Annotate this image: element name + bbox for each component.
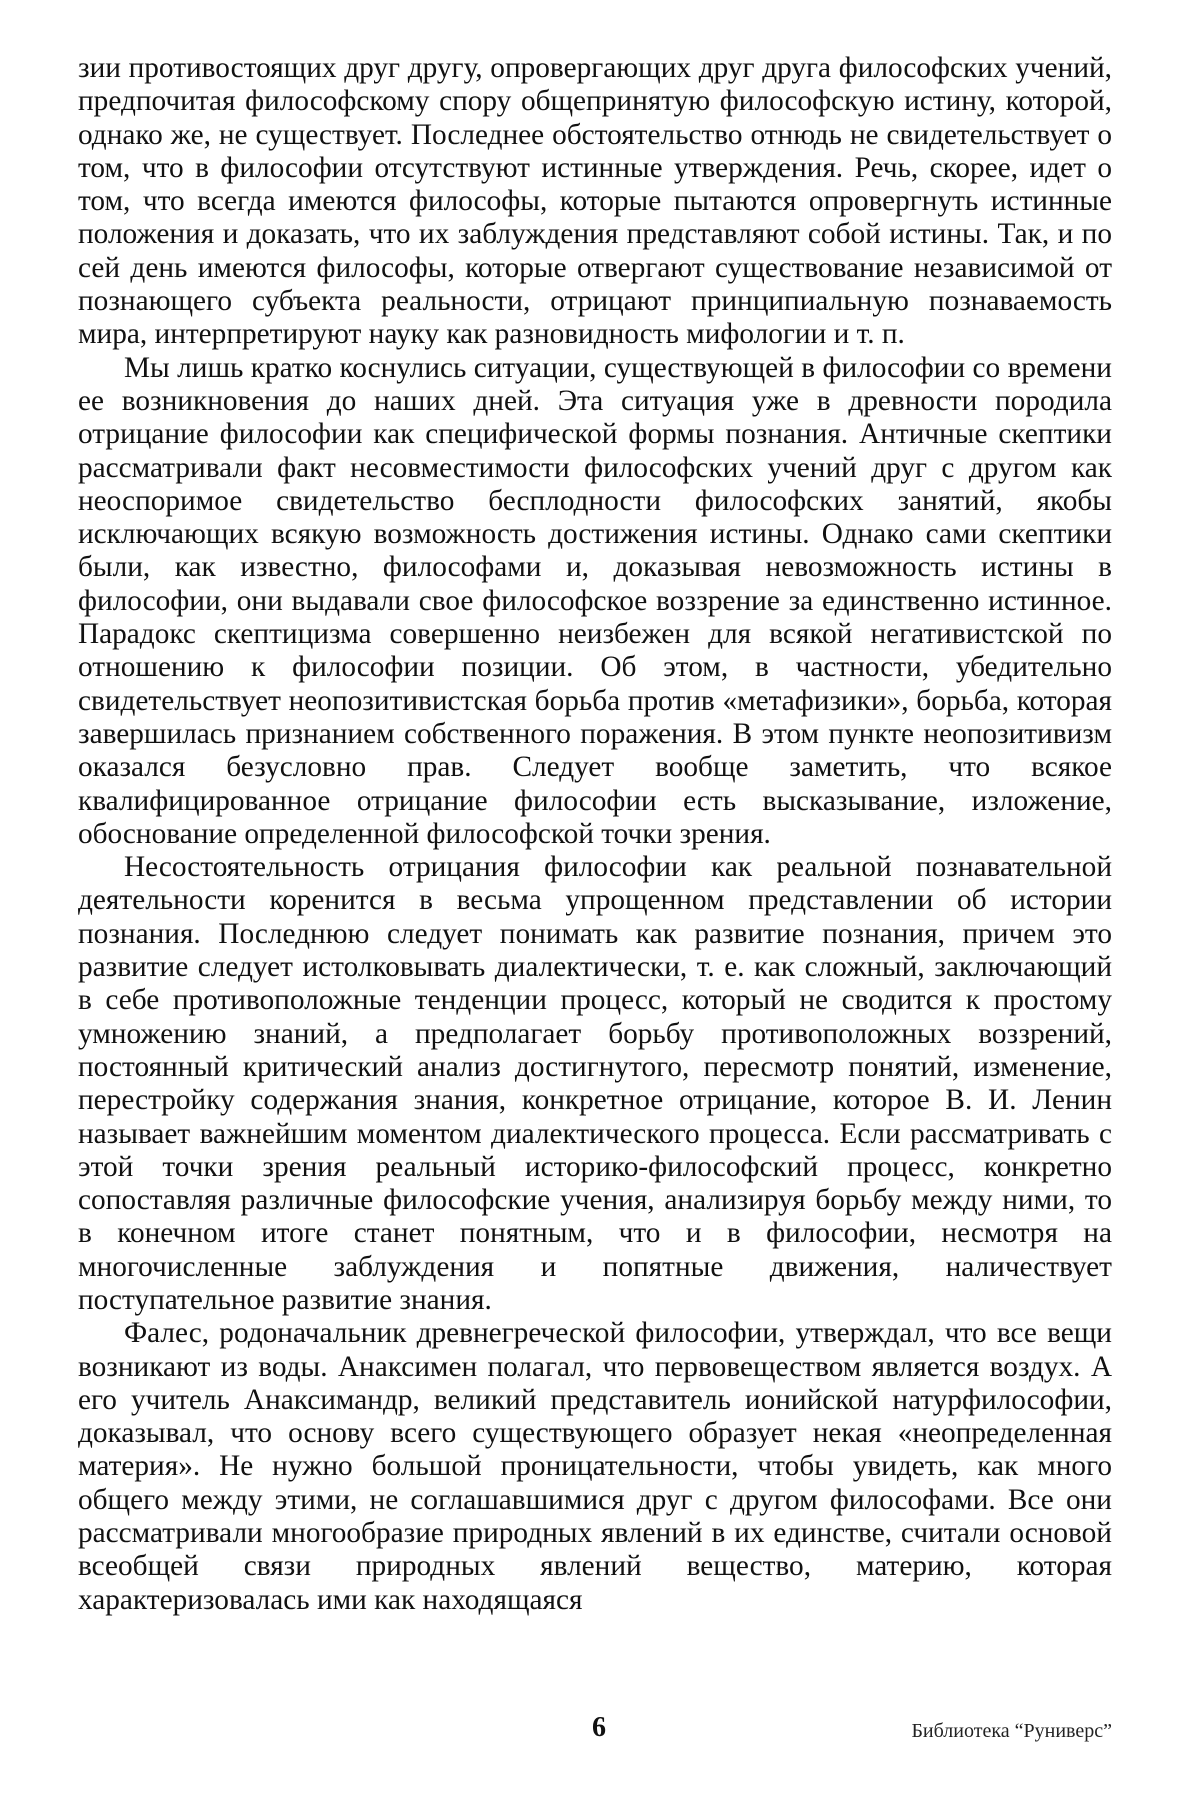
paragraph: Фалес, родоначальник древнегреческой философии, утверждал, что все вещи возникают из воды. Анаксимен полагал, что первовеществом является воздух. А его учитель Анаксимандр, великий представитель ионийской натурфилософии, доказывал, что основу всего существующего образует некая «неопределенная материя». Не нужно большой проницательности, чтобы увидеть, как много общего между этими, не соглашавшимися друг с другом философами. Все они рассматривали многообразие природных явлений в их единстве, считали основой всеобщей связи природных явлений вещество, материю, которая характеризовалась ими как находящаяся <box>78 1317 1112 1616</box>
page-footer <box>0 1712 1200 1752</box>
paragraph: зии противостоящих друг другу, опровергающих друг друга философских учений, предпочитая философскому спору общепринятую философскую истину, которой, однако же, не существует. Последнее обстоятельство отнюдь не свидетельствует о том, что в философии отсутствуют истинные утверждения. Речь, скорее, идет о том, что всегда имеются философы, которые пытаются опровергнуть истинные положения и доказать, что их заблуждения представляют собой истины. Так, и по сей день имеются философы, которые отвергают существование независимой от познающего субъекта реальности, отрицают принципиальную познаваемость мира, интерпретируют науку как разновидность мифологии и т. п. <box>78 52 1112 351</box>
library-label: Библиотека “Руниверс” <box>911 1720 1112 1742</box>
page-body <box>78 52 1112 1617</box>
paragraph: Несостоятельность отрицания философии как реальной познавательной деятельности коренится в весьма упрощенном представлении об истории познания. Последнюю следует понимать как развитие познания, причем это развитие следует истолковывать диалектически, т. е. как сложный, заключающий в себе противоположные тенденции процесс, который не сводится к простому умножению знаний, а предполагает борьбу противоположных воззрений, постоянный критический анализ достигнутого, пересмотр понятий, изменение, перестройку содержания знания, конкретное отрицание, которое В. И. Ленин называет важнейшим моментом диалектического процесса. Если рассматривать с этой точки зрения реальный историко-философский процесс, конкретно сопоставляя различные философские учения, анализируя борьбу между ними, то в конечном итоге станет понятным, что и в философии, несмотря на многочисленные заблуждения и попятные движения, наличествует поступательное развитие знания. <box>78 851 1112 1316</box>
paragraph: Мы лишь кратко коснулись ситуации, существующей в философии со времени ее возникновения до наших дней. Эта ситуация уже в древности породила отрицание философии как специфической формы познания. Античные скептики рассматривали факт несовместимости философских учений друг с другом как неоспоримое свидетельство бесплодности философских занятий, якобы исключающих всякую возможность достижения истины. Однако сами скептики были, как известно, философами и, доказывая невозможность истины в философии, они выдавали свое философское воззрение за единственно истинное. Парадокс скептицизма совершенно неизбежен для всякой негативистской по отношению к философии позиции. Об этом, в частности, убедительно свидетельствует неопозитивистская борьба против «метафизики», борьба, которая завершилась признанием собственного поражения. В этом пункте неопозитивизм оказался безусловно прав. Следует вообще заметить, что всякое квалифицированное отрицание философии есть высказывание, изложение, обоснование определенной философской точки зрения. <box>78 351 1112 850</box>
page-number: 6 <box>592 1712 606 1743</box>
